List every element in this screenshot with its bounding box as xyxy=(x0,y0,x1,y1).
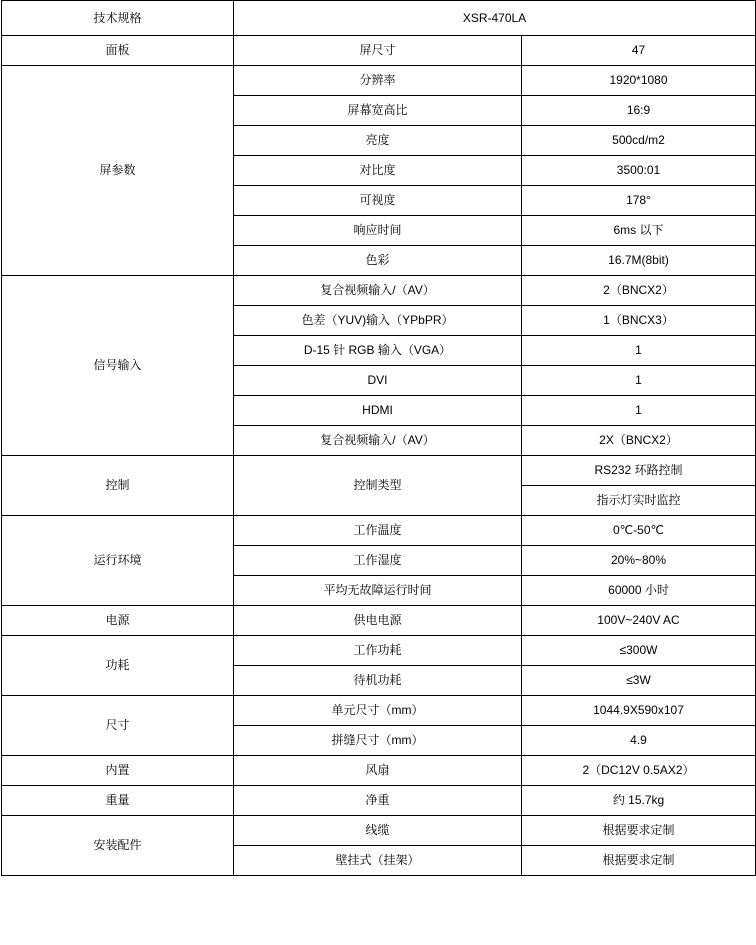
item-viewing-angle: 可视度 xyxy=(234,186,522,216)
item-hdmi: HDMI xyxy=(234,396,522,426)
value-fan: 2（DC12V 0.5AX2） xyxy=(522,756,756,786)
category-dimensions: 尺寸 xyxy=(2,696,234,756)
value-color: 16.7M(8bit) xyxy=(522,246,756,276)
value-operating-humidity: 20%~80% xyxy=(522,546,756,576)
specification-table xyxy=(1,0,756,876)
category-panel: 面板 xyxy=(2,36,234,66)
value-hdmi: 1 xyxy=(522,396,756,426)
value-resolution: 1920*1080 xyxy=(522,66,756,96)
value-composite-video-1: 2（BNCX2） xyxy=(522,276,756,306)
item-composite-video-2: 复合视频输入/（AV） xyxy=(234,426,522,456)
value-contrast: 3500:01 xyxy=(522,156,756,186)
table-row xyxy=(2,516,756,546)
value-response-time: 6ms 以下 xyxy=(522,216,756,246)
table-row xyxy=(2,696,756,726)
item-contrast: 对比度 xyxy=(234,156,522,186)
value-viewing-angle: 178° xyxy=(522,186,756,216)
category-control: 控制 xyxy=(2,456,234,516)
value-brightness: 500cd/m2 xyxy=(522,126,756,156)
table-row xyxy=(2,606,756,636)
item-aspect-ratio: 屏幕宽高比 xyxy=(234,96,522,126)
value-control-indicator: 指示灯实时监控 xyxy=(522,486,756,516)
value-operating-temperature: 0℃-50℃ xyxy=(522,516,756,546)
value-screen-size: 47 xyxy=(522,36,756,66)
value-vga: 1 xyxy=(522,336,756,366)
item-vga: D-15 针 RGB 输入（VGA） xyxy=(234,336,522,366)
category-operating-environment: 运行环境 xyxy=(2,516,234,606)
item-operating-temperature: 工作温度 xyxy=(234,516,522,546)
header-spec-label: 技术规格 xyxy=(2,1,234,36)
value-unit-size: 1044.9X590x107 xyxy=(522,696,756,726)
item-unit-size: 单元尺寸（mm） xyxy=(234,696,522,726)
item-standby-power: 待机功耗 xyxy=(234,666,522,696)
table-row xyxy=(2,816,756,846)
item-power-input: 供电电源 xyxy=(234,606,522,636)
item-response-time: 响应时间 xyxy=(234,216,522,246)
value-bezel-size: 4.9 xyxy=(522,726,756,756)
header-model-label: XSR-470LA xyxy=(234,1,756,36)
item-component-video: 色差（YUV)输入（YPbPR） xyxy=(234,306,522,336)
value-standby-power: ≤3W xyxy=(522,666,756,696)
category-builtin: 内置 xyxy=(2,756,234,786)
category-screen-params: 屏参数 xyxy=(2,66,234,276)
value-aspect-ratio: 16:9 xyxy=(522,96,756,126)
table-row xyxy=(2,66,756,96)
item-cable: 线缆 xyxy=(234,816,522,846)
item-resolution: 分辨率 xyxy=(234,66,522,96)
item-composite-video-1: 复合视频输入/（AV） xyxy=(234,276,522,306)
table-row xyxy=(2,756,756,786)
item-dvi: DVI xyxy=(234,366,522,396)
category-power-consumption: 功耗 xyxy=(2,636,234,696)
category-weight: 重量 xyxy=(2,786,234,816)
item-control-type: 控制类型 xyxy=(234,456,522,516)
item-wall-mount: 壁挂式（挂架） xyxy=(234,846,522,876)
value-dvi: 1 xyxy=(522,366,756,396)
item-net-weight: 净重 xyxy=(234,786,522,816)
item-screen-size: 屏尺寸 xyxy=(234,36,522,66)
category-power-supply: 电源 xyxy=(2,606,234,636)
table-header-row xyxy=(2,1,756,36)
table-row xyxy=(2,636,756,666)
value-cable: 根据要求定制 xyxy=(522,816,756,846)
table-row xyxy=(2,786,756,816)
item-mtbf: 平均无故障运行时间 xyxy=(234,576,522,606)
table-row xyxy=(2,276,756,306)
category-signal-input: 信号输入 xyxy=(2,276,234,456)
item-working-power: 工作功耗 xyxy=(234,636,522,666)
table-row xyxy=(2,456,756,486)
item-operating-humidity: 工作湿度 xyxy=(234,546,522,576)
category-installation-accessories: 安装配件 xyxy=(2,816,234,876)
item-color: 色彩 xyxy=(234,246,522,276)
value-component-video: 1（BNCX3） xyxy=(522,306,756,336)
value-wall-mount: 根据要求定制 xyxy=(522,846,756,876)
value-working-power: ≤300W xyxy=(522,636,756,666)
value-net-weight: 约 15.7kg xyxy=(522,786,756,816)
item-bezel-size: 拼缝尺寸（mm） xyxy=(234,726,522,756)
item-brightness: 亮度 xyxy=(234,126,522,156)
value-composite-video-2: 2X（BNCX2） xyxy=(522,426,756,456)
value-mtbf: 60000 小时 xyxy=(522,576,756,606)
table-row xyxy=(2,36,756,66)
value-power-input: 100V~240V AC xyxy=(522,606,756,636)
item-fan: 风扇 xyxy=(234,756,522,786)
value-control-rs232: RS232 环路控制 xyxy=(522,456,756,486)
